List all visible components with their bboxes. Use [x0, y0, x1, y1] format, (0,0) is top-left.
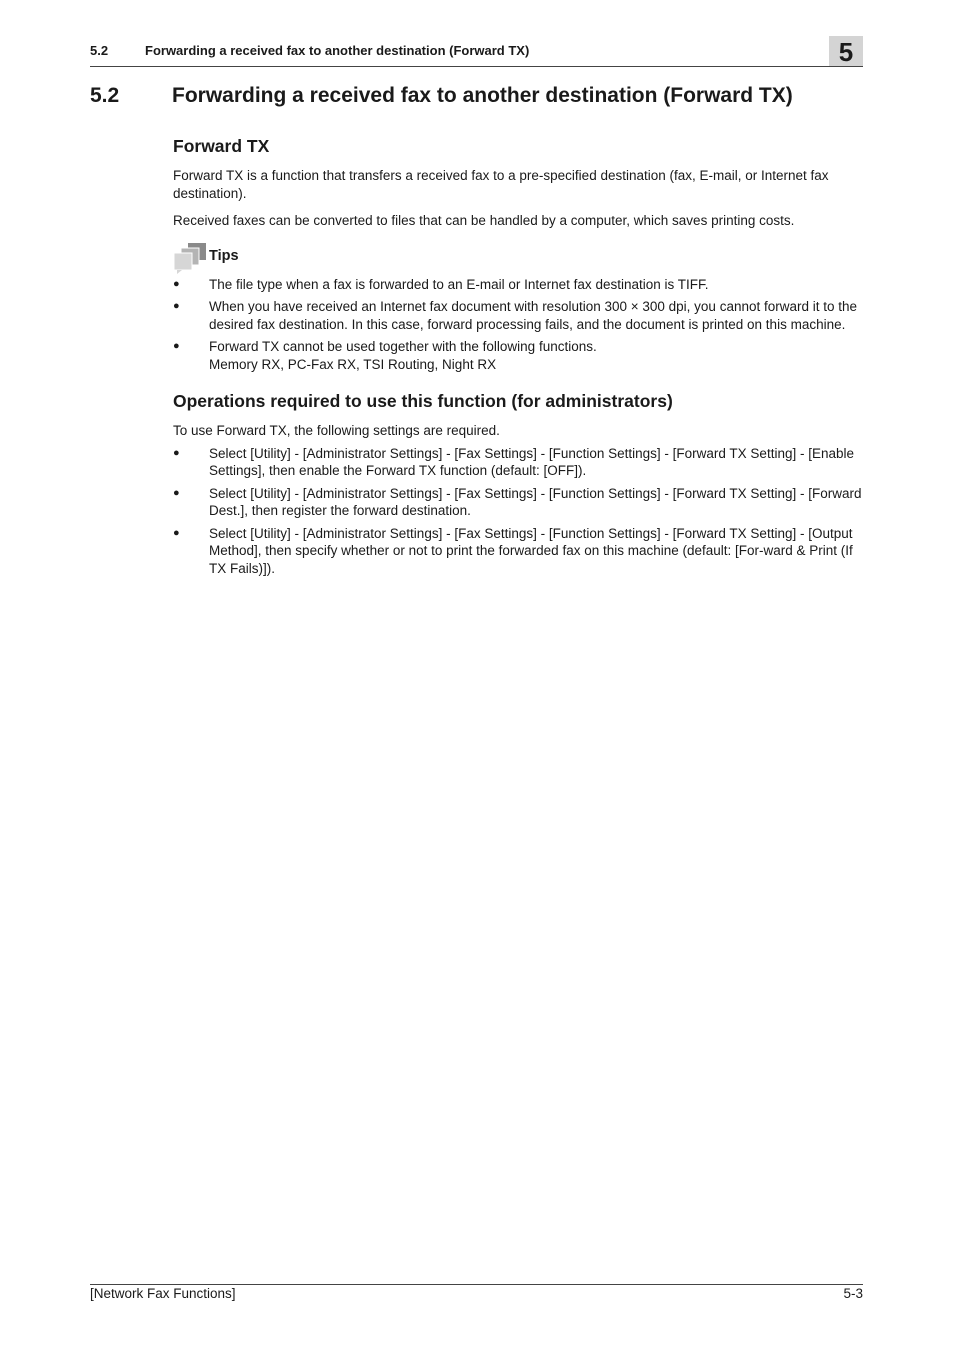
- section-heading-number: 5.2: [90, 84, 120, 107]
- forward-tx-paragraph-1: Forward TX is a function that transfers a received fax to a pre-specified destination (fax, E-mail, or Internet fax destination).: [173, 168, 829, 201]
- list-item: ● Select [Utility] - [Administrator Settings] - [Fax Settings] - [Function Settings] - [Forward TX Setting] - [Enable Settings], then enable the Forward TX function (default: [OFF]).: [173, 445, 854, 478]
- section-heading: [90, 84, 793, 108]
- footer-manual-title: [Network Fax Functions]: [90, 1286, 236, 1301]
- tips-list: [173, 276, 863, 374]
- footer-page-number: 5-3: [843, 1286, 863, 1301]
- operations-intro: To use Forward TX, the following settings are required.: [173, 423, 500, 438]
- header-section-title: Forwarding a received fax to another destination (Forward TX): [145, 43, 530, 58]
- forward-tx-heading: Forward TX: [173, 136, 270, 156]
- main-content: [173, 136, 863, 587]
- tips-icon: [173, 242, 209, 274]
- section-heading-title: Forwarding a received fax to another destination (Forward TX): [172, 84, 793, 107]
- bullet-icon: ●: [173, 486, 180, 499]
- operations-heading: Operations required to use this function (for administrators): [173, 391, 673, 411]
- header-section-number: 5.2: [90, 43, 109, 58]
- tips-header: [173, 242, 863, 272]
- page-footer: [90, 1284, 863, 1301]
- running-header: [90, 37, 863, 67]
- tips-label: Tips: [209, 247, 239, 264]
- bullet-icon: ●: [173, 300, 180, 312]
- list-item: ● Select [Utility] - [Administrator Settings] - [Fax Settings] - [Function Settings] - [Forward TX Setting] - [Forward Dest.], then register the forward destination.: [173, 485, 862, 518]
- bullet-icon: ●: [173, 340, 180, 352]
- operations-list: [173, 445, 863, 578]
- forward-tx-paragraph-2: Received faxes can be converted to files that can be handled by a computer, which saves printing costs.: [173, 213, 795, 228]
- bullet-icon: ●: [173, 526, 180, 539]
- list-item: ● Select [Utility] - [Administrator Settings] - [Fax Settings] - [Function Settings] - [Forward TX Setting] - [Output Method], then specify whether or not to print the forwarded fax on this machine (default: [For-ward & Print (If TX Fails)]).: [173, 525, 853, 576]
- list-item: ● The file type when a fax is forwarded to an E-mail or Internet fax destination is TIFF.: [173, 276, 709, 292]
- bullet-icon: ●: [173, 446, 180, 459]
- list-item: ● Forward TX cannot be used together with the following functions. Memory RX, PC-Fax RX, TSI Routing, Night RX: [173, 339, 597, 372]
- list-item: ● When you have received an Internet fax document with resolution 300 × 300 dpi, you cannot forward it to the desired fax destination. In this case, forward processing fails, and the document is printed on this machine.: [173, 299, 858, 332]
- chapter-number-badge: 5: [829, 36, 863, 66]
- bullet-icon: ●: [173, 277, 180, 290]
